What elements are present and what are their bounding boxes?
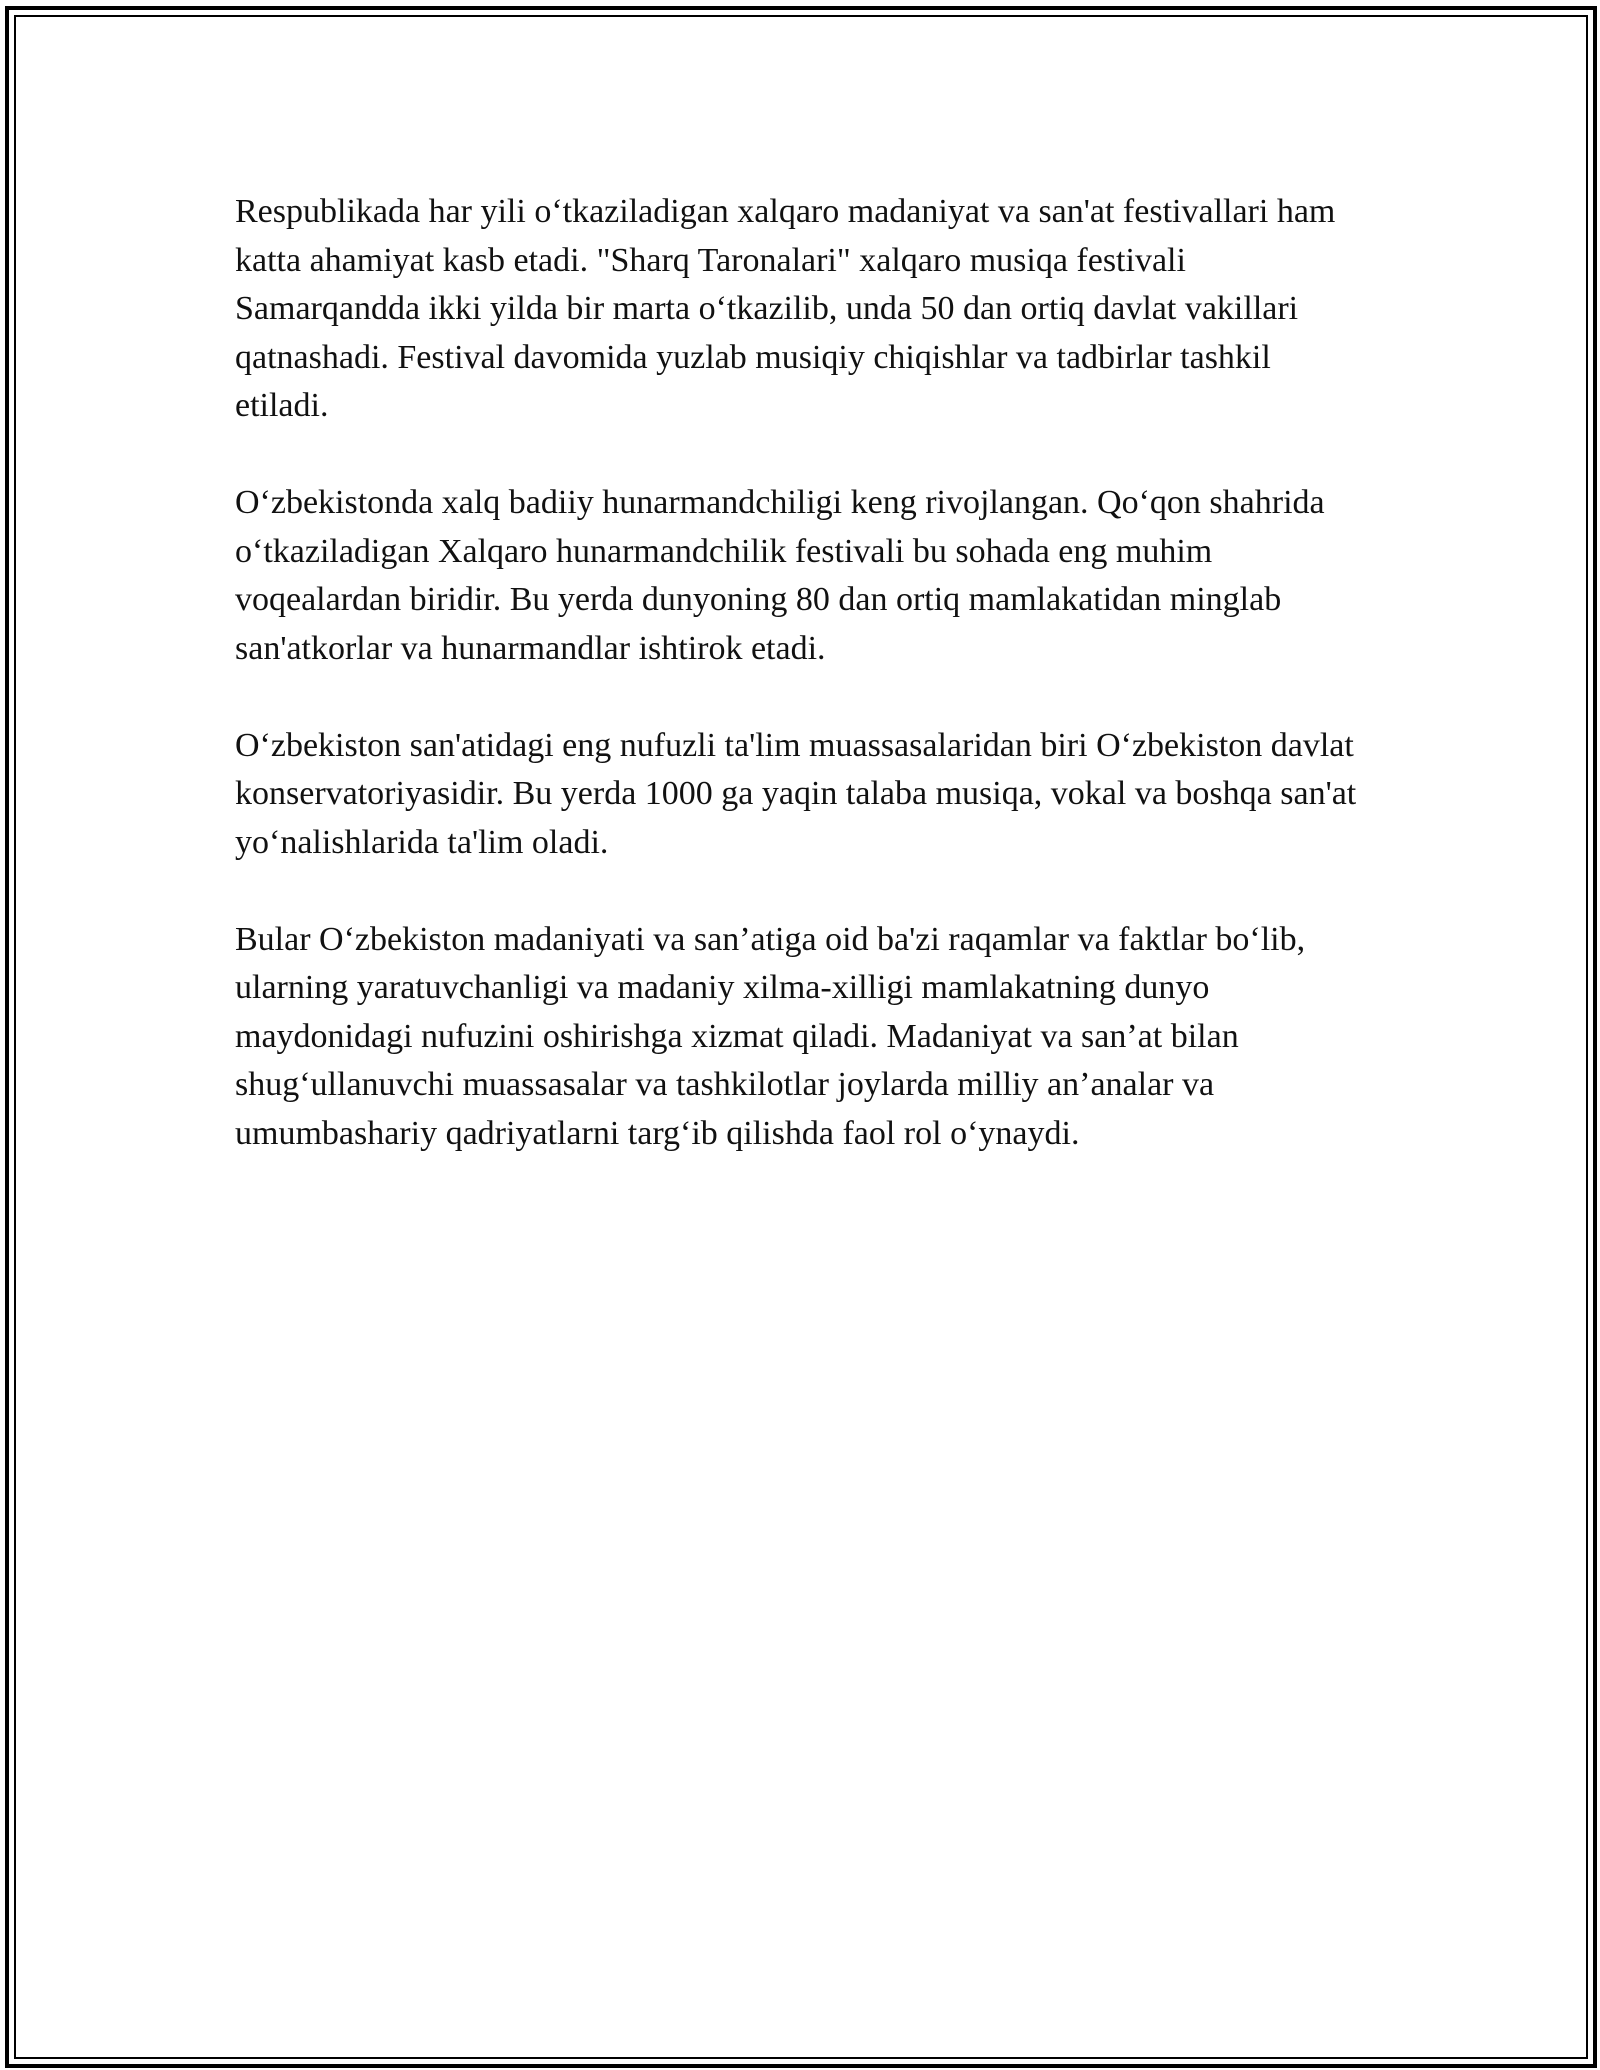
paragraph-conclusion: Bular O‘zbekiston madaniyati va san’atiga oid ba'zi raqamlar va faktlar bo‘lib, ularning yaratuvchanligi va madaniy xilma-xilligi mamlakatning dunyo maydonidagi nufuzini oshirishga xizmat qiladi. Madaniyat va san’at bilan shug‘ullanuvchi muassasalar va tashkilotlar joylarda milliy an’analar va umumbashariy qadriyatlarni targ‘ib qilishda faol rol o‘ynaydi. [235,920,1306,1152]
paragraph-festivals: Respublikada har yili o‘tkaziladigan xalqaro madaniyat va san'at festivallari ham katta ahamiyat kasb etadi. "Sharq Taronalari" xalqaro musiqa festivali Samarqandda ikki yilda bir marta o‘tkazilib, unda 50 dan ortiq davlat vakillari qatnashadi. Festival davomida yuzlab musiqiy chiqishlar va tadbirlar tashkil etiladi. [235,193,1336,424]
document-body [235,188,1360,1207]
paragraph-handicrafts: O‘zbekistonda xalq badiiy hunarmandchiligi keng rivojlangan. Qo‘qon shahrida o‘tkaziladigan Xalqaro hunarmandchilik festivali bu sohada eng muhim voqealardan biridir. Bu yerda dunyoning 80 dan ortiq mamlakatidan minglab san'atkorlar va hunarmandlar ishtirok etadi. [235,484,1325,667]
paragraph-conservatory: O‘zbekiston san'atidagi eng nufuzli ta'lim muassasalaridan biri O‘zbekiston davlat konservatoriyasidir. Bu yerda 1000 ga yaqin talaba musiqa, vokal va boshqa san'at yo‘nalishlarida ta'lim oladi. [235,726,1357,861]
